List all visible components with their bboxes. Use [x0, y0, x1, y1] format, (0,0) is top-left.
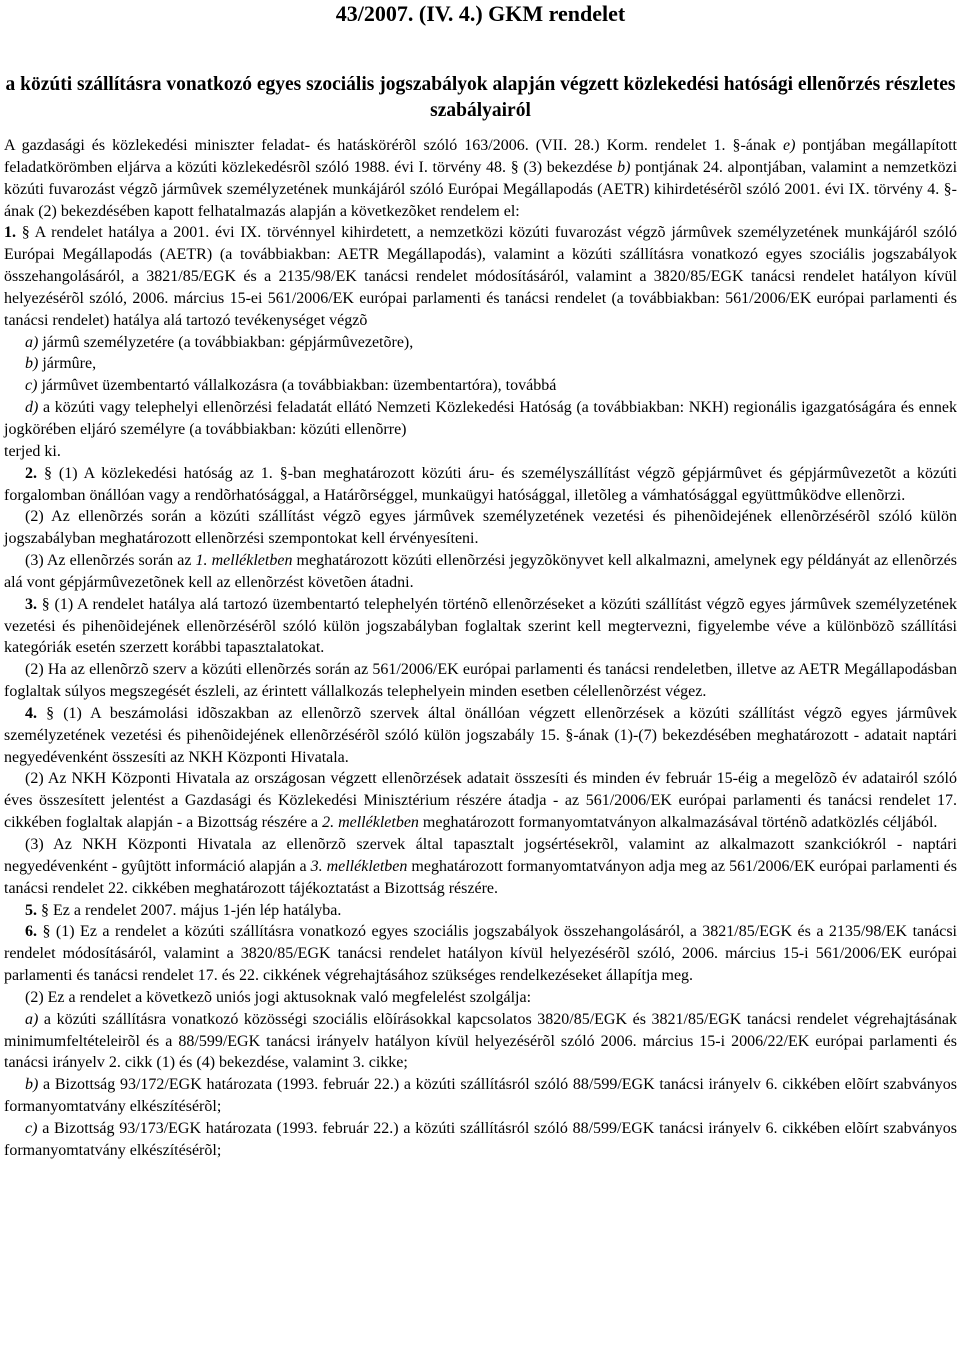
text-run: (2) Az NKH Központi Hivatala az országosan végzett ellenõrzések adatait összesíti és minden év február 15-éig a megelõzõ év adatairól szóló éves összesített jelentést a Gazdasági és Közlekedési Minisztérium részére átadja - az 561/2006/EK európai parlamenti és tanácsi rendelet 17. cikkében foglaltak alapján - a Bizottság részére a — [4, 770, 957, 832]
text-run: a) — [25, 1010, 39, 1028]
paragraph — [4, 332, 957, 354]
text-run: (3) Az NKH Központi Hivatala az ellenõrzõ szervek által tapasztalt jogsértésekrõl, valamint az alkalmazott szankciókról - naptári negyedévenként - gyûjtött információ alapján a — [4, 836, 957, 875]
text-run: (2) Ez a rendelet a következõ uniós jogi aktusoknak való megfelelést szolgálja: — [25, 988, 532, 1006]
paragraph — [4, 353, 957, 375]
text-run: terjed ki. — [4, 442, 61, 460]
text-run: § A rendelet hatálya a 2001. évi IX. törvénnyel kihirdetett, a nemzetközi közúti fuvarozást végzõ jármûvek személyzetének munkájáról szóló Európai Megállapodás (AETR) (a továbbiakban: AETR Megállapodás), valamint a közúti szállításra vonatkozó egyes szociális jogszabályok összehangolásáról, a 3821/85/EGK és a 2135/98/EK tanácsi rendelet módosításáról, valamint a 3820/85/EGK tanácsi rendelet hatályon kívül helyezésérõl szóló, 2006. március 15-ei 561/2006/EK európai parlamenti és tanácsi rendelet (a továbbiakban: 561/2006/EK európai parlamenti és tanácsi rendelet) hatálya alá tartozó tevékenységet végzõ — [4, 224, 957, 329]
text-run: b) — [25, 1076, 39, 1094]
paragraph — [4, 1118, 957, 1162]
paragraph — [4, 900, 957, 922]
text-run: (2) Ha az ellenõrzõ szerv a közúti ellenõrzés során az 561/2006/EK európai parlamenti és tanácsi rendeletben, illetve az AETR Megállapodásban foglaltak súlyos megszegését észleli, az érintett vállalkozás telephelyein minden esetben célellenõrzést végez. — [4, 661, 957, 701]
text-run: meghatározott formanyomtatványon alkalmazásával történõ adatközlés céljából. — [418, 814, 938, 832]
text-run: 1. mellékletben — [195, 552, 293, 570]
paragraph — [4, 135, 957, 222]
text-run: 1. — [4, 224, 16, 242]
text-run: § Ez a rendelet 2007. május 1-jén lép hatályba. — [37, 901, 342, 919]
paragraph — [4, 550, 957, 594]
text-run: (2) Az ellenõrzés során a közúti szállítást végzõ egyes jármûvek személyzetének vezetési és pihenõidejének ellenõrzésérõl szóló külön jogszabályban meghatározott ellenõrzési szempontokat kell érvényesíteni. — [4, 508, 957, 548]
text-run: § (1) Ez a rendelet a közúti szállításra vonatkozó egyes szociális jogszabályok összehangolásáról, a 3821/85/EGK és a 2135/98/EK tanácsi rendelet módosításáról, valamint a 3820/85/EGK tanácsi rendelet hatályon kívül helyezésérõl szóló, 2006. március 15-i 561/2006/EK európai parlamenti és tanácsi rendelet 17. és 22. cikkének végrehajtásához szükséges rendelkezéseket állapítja meg. — [4, 923, 957, 985]
paragraph — [4, 921, 957, 987]
text-run: 2. — [25, 464, 37, 482]
text-run: c) — [25, 377, 38, 395]
paragraph — [4, 594, 957, 660]
text-run: 6. — [25, 923, 37, 941]
text-run: meghatározott közúti ellenõrzési jegyzõkönyvet kell alkalmazni, amelynek egy példányát az ellenõrzés alá vont gépjármûvezetõnek kell az ellenõrzést követõen átadni. — [4, 552, 958, 591]
text-run: 3. mellékletben — [310, 857, 408, 875]
paragraph — [4, 768, 957, 834]
text-run: a Bizottság 93/172/EGK határozata (1993. február 22.) a közúti szállításról szóló 88/599/EGK tanácsi irányelv 6. cikkében elõírt szabványos formanyomtatvány elkészítésérõl; — [4, 1076, 957, 1116]
text-run: (3) Az ellenõrzés során az — [25, 552, 196, 570]
paragraph — [4, 397, 957, 441]
text-run: 5. — [25, 901, 37, 919]
text-run: 3. — [25, 595, 37, 613]
paragraph — [4, 834, 957, 900]
text-run: A gazdasági és közlekedési miniszter feladat- és hatáskörérõl szóló 163/2006. (VII. 28.) Korm. rendelet 1. §-ának — [4, 137, 784, 154]
paragraph — [4, 987, 957, 1009]
text-run: a) — [25, 333, 39, 351]
text-run: jármû személyzetére (a továbbiakban: gépjármûvezetõre), — [38, 333, 414, 351]
text-run: pontjában megállapított feladatkörömben eljárva a közúti közlekedésrõl szóló 1988. évi I. törvény 48. § (3) bekezdése — [4, 137, 958, 176]
paragraph — [4, 506, 957, 550]
text-run: jármûre, — [38, 355, 97, 373]
regulation-title: 43/2007. (IV. 4.) GKM rendelet — [335, 1, 626, 26]
text-run: b) — [25, 355, 39, 373]
text-run: § (1) A közlekedési hatóság az 1. §-ban meghatározott közúti áru- és személyszállítást végzõ gépjármûvet és gépjármûvezetõt a közúti forgalomban önállóan vagy a rendõrhatósággal, a Határõrséggel, munkaügyi hatósággal, illetõleg a vámhatósággal együttmûködve ellenõrzi. — [4, 464, 957, 504]
text-run: c) — [25, 1119, 38, 1137]
text-run: d) — [25, 399, 39, 417]
paragraph — [4, 463, 957, 507]
text-run: § (1) A beszámolási idõszakban az ellenõrzõ szervek által önállóan végzett ellenõrzések a közúti szállítást végzõ egyes jármûvek személyzetének vezetési és pihenõidejének ellenõrzésérõl szóló külön jogszabály 15. §-ának (1)-(7) bekezdésében meghatározott - adatait naptári negyedévenként összesíti az NKH Központi Hivatala. — [4, 704, 957, 766]
text-run: 2. mellékletben — [322, 814, 419, 832]
paragraph — [4, 375, 957, 397]
text-run: jármûvet üzembentartó vállalkozásra (a továbbiakban: üzembentartóra), továbbá — [37, 377, 557, 395]
text-run: meghatározott formanyomtatványon adja meg az 561/2006/EK európai parlamenti és tanácsi rendelet 22. cikkében meghatározott tájékoztatást a Bizottság részére. — [4, 857, 957, 897]
text-run: § (1) A rendelet hatálya alá tartozó üzembentartó telephelyén történõ ellenõrzéseket a közúti szállítást végzõ egyes jármûvek személyzetének vezetési és pihenõidejének ellenõrzésérõl szóló külön jogszabályban foglaltak szerint kell megtervezni, figyelembe véve a különbözõ szállítási kategóriák esetén szerzett korábbi tapasztalatokat. — [4, 595, 957, 657]
text-run: pontjának 24. alpontjában, valamint a nemzetközi közúti fuvarozást végzõ jármûvek személyzetének munkájáról szóló Európai Megállapodás (AETR) kihirdetésérõl szóló 2001. évi IX. törvény 4. §-ának (2) bekezdésében kapott felhatalmazás alapján a következõket rendelem el: — [4, 158, 958, 220]
paragraph — [4, 222, 957, 331]
text-run: b) — [617, 158, 631, 176]
text-run: 4. — [25, 704, 37, 722]
text-run: a közúti szállításra vonatkozó közösségi szociális elõírásokkal kapcsolatos 3820/85/EGK és 3821/85/EGK tanácsi rendelet végrehajtásának minimumfeltételeirõl és a 88/599/EGK tanácsi irányelv hatályon kívül helyezésérõl szóló 2006. március 15-i 2006/22/EK európai parlamenti és tanácsi irányelv 2. cikk (1) és (4) bekezdése, valamint 3. cikke; — [4, 1010, 957, 1072]
text-run: a közúti vagy telephelyi ellenõrzési feladatát ellátó Nemzeti Közlekedési Hatóság (a továbbiakban: NKH) regionális igazgatóságára és ennek jogkörében eljáró személyre (a továbbiakban: közúti ellenõrre) — [4, 399, 957, 438]
text-run: e) — [783, 137, 796, 154]
text-run: a Bizottság 93/173/EGK határozata (1993. február 22.) a közúti szállításról szóló 88/599/EGK tanácsi irányelv 6. cikkében elõírt szabványos formanyomtatvány elkészítésérõl; — [4, 1119, 957, 1159]
paragraph — [4, 1074, 957, 1118]
regulation-subtitle: a közúti szállításra vonatkozó egyes szociális jogszabályok alapján végzett közlekedési hatósági ellenõrzés részletes szabályairól — [5, 74, 956, 121]
paragraph — [4, 703, 957, 769]
regulation-body — [4, 135, 957, 1162]
paragraph — [4, 659, 957, 703]
paragraph — [4, 441, 957, 463]
paragraph — [4, 1009, 957, 1075]
